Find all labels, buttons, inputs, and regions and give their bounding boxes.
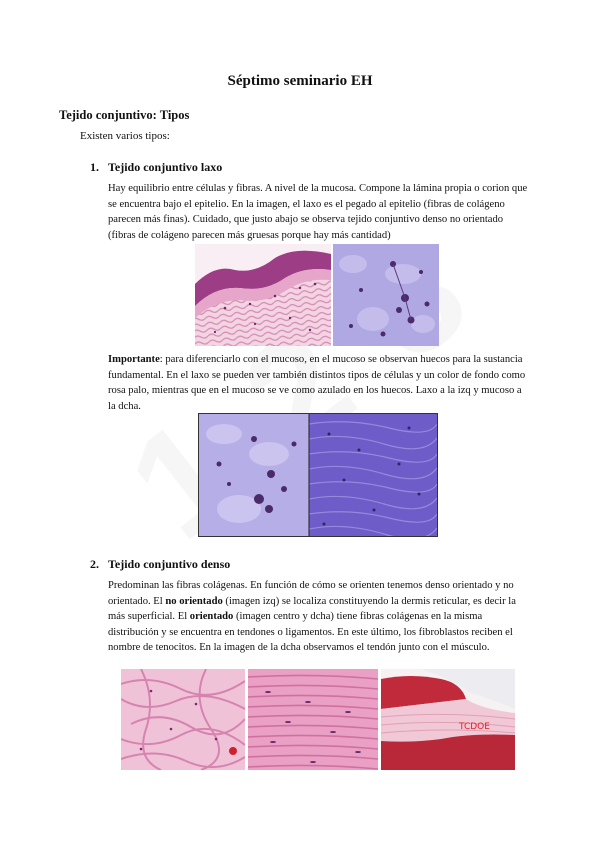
histology-image-epithelium xyxy=(195,244,331,346)
histology-image-orientado xyxy=(248,669,378,770)
page-title: Séptimo seminario EH xyxy=(227,73,373,89)
paragraph-importante xyxy=(108,352,528,414)
paragraph-text: (imagen centro y dcha) tiene fibras colágenas en la misma distribución y se encuentra en tendones o ligamentos. En este último, los fibroblastos reciben el nombre de tenocitos. En la imagen de la dcha observamos el tendón junto con el músculo. xyxy=(108,611,513,654)
heading-denso xyxy=(90,557,230,572)
heading-number: 1. xyxy=(90,160,99,174)
histology-image-no-orientado xyxy=(121,669,245,770)
paragraph-text: Predominan las fibras colágenas. En función de cómo se orienten tenemos denso orientado y no orientado. El xyxy=(108,580,514,607)
bold-term: orientado xyxy=(189,611,234,623)
histology-image-tendon-muscle xyxy=(381,669,515,770)
intro-text: Existen varios tipos: xyxy=(80,130,170,142)
heading-text: Tejido conjuntivo denso xyxy=(108,557,231,571)
paragraph-text: : para diferenciarlo con el mucoso, en el mucoso se observan huecos para la sustancia fundamental. En el laxo se pueden ver también distintos tipos de células y un color de fondo como rosa palo, mientras que en el mucoso se ve como azulado en los huecos. Laxo a la izq y mucoso a la dcha. xyxy=(108,354,526,412)
paragraph-text: (imagen izq) se localiza constituyendo la dermis reticular, es decir la más superficial. El xyxy=(108,595,516,623)
histology-image-comparison xyxy=(198,413,438,537)
heading-number: 2. xyxy=(90,557,99,571)
paragraph-laxo: Hay equilibrio entre células y fibras. A nivel de la mucosa. Compone la lámina propia o corion que se encuentra bajo el epitelio. En la imagen, el laxo es el pegado al epitelio (fibras de colágeno parecen más finas). Cuidado, que justo abajo se observa tejido conjuntivo denso no orientado (fibras de colágeno parecen más gruesas porque hay más cantidad) xyxy=(108,183,528,241)
bold-term: no orientado xyxy=(165,595,223,607)
section-heading: Tejido conjuntivo: Tipos xyxy=(59,108,190,122)
heading-laxo xyxy=(90,160,222,175)
bold-term: Importante xyxy=(108,354,160,365)
image-label: TCDOE xyxy=(459,722,490,732)
heading-text: Tejido conjuntivo laxo xyxy=(108,160,223,174)
paragraph-denso xyxy=(108,578,528,656)
histology-image-mucoso xyxy=(333,244,439,346)
